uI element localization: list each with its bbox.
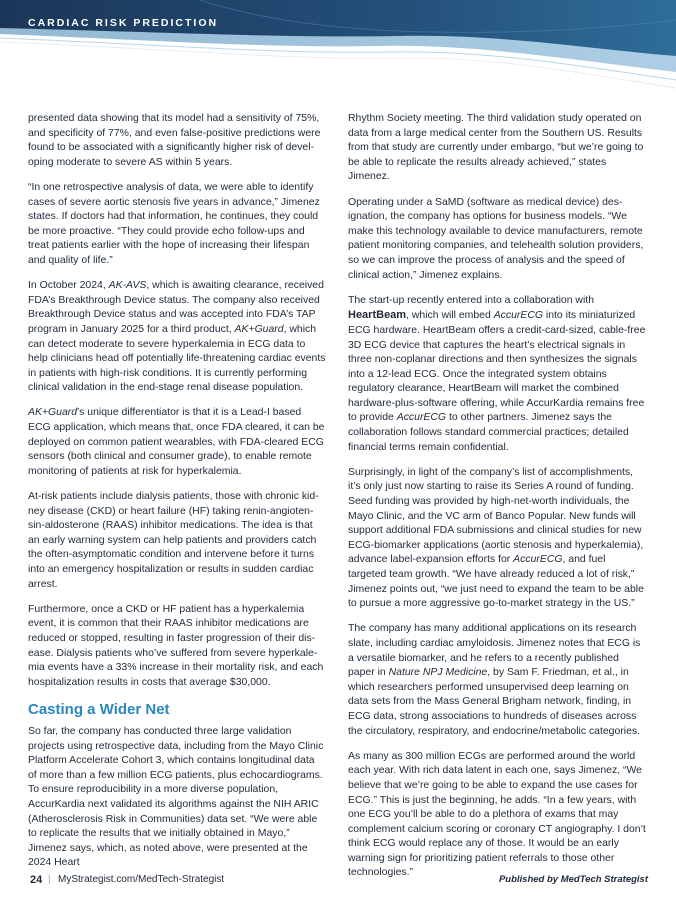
paragraph: In October 2024, AK-AVS, which is awaiting clearance, received FDA’s Breakthrough Device status. The company also received Breakthrough Device status and was accepted into FDA’s TAP program in January 2025 for a third product, AK+Guard, which can detect moderate to severe hyperkalemia in ECG data to help clinicians head off potentially life-threatening cardiac events in patients with high-risk conditions. It is currently performing clinical validation in the end-stage renal disease population. <box>28 280 326 394</box>
section-heading: Casting a Wider Net <box>28 700 170 718</box>
paragraph: The company has many additional applications on its research slate, including cardiac amyloidosis. Jimenez notes that ECG is a versatile biomarker, and he refers to a recently published paper in Nature NPJ Medicine, by Sam F. Friedman, et al., in which researchers performed unsupervised deep learning on data sets from the Mass General Brigham network, finding, in ECG data, strong associations to hundreds of diseases across the circulatory, respiratory, and endocrine/metabolic categories. <box>348 623 641 737</box>
paragraph: Surprisingly, in light of the company’s list of accomplishments, it’s only just now starting to raise its Series A round of funding. Seed funding was provided by high-net-worth individuals, the Mayo Clinic, and the VC arm of Banco Popular. New funds will support additional FDA submissions and clinical studies for new ECG-biomarker applications (aortic stenosis and hyperkalemia), advance label-expansion efforts for AccurECG, and fuel targeted team growth. “We have already reduced a lot of risk,” Jimenez points out, “we just need to expand the team to be able to pursue a more aggressive go-to-market strategy in the US.” <box>348 466 644 610</box>
paragraph: As many as 300 million ECGs are performed around the world each year. With rich data latent in each one, says Jimenez, “We believe that we’re going to be able to expand the use cases for ECG.” This is just the beginning, he adds. “In a few years, with one ECG you’ll be able to do a plethora of exams that may complement calcium scoring or coronary CT angiography. I don’t think ECG would replace any of those. It would be an early warning sign for prioritizing patient referrals to those other technologies.” <box>348 750 646 879</box>
journal-name: Nature NPJ Medicine <box>388 667 488 679</box>
paragraph: Furthermore, once a CKD or HF patient has a hyperkalemia event, it is common that their RAAS inhibitor medications are reduced or stopped, resulting in faster progression of their disease. Dialysis patients who’ve suffered from severe hyperkalemia events have a 33% increase in their mortality risk, and each hospitalization results in costs that average $30,000. <box>28 603 324 688</box>
heartbeam-brand: HeartBeam <box>348 309 407 322</box>
right-column <box>348 112 646 892</box>
product-name: AccurECG <box>396 412 447 424</box>
product-name: AK-AVS <box>108 280 147 292</box>
section-label: CARDIAC RISK PREDICTION <box>28 17 219 29</box>
product-name: AccurECG <box>493 310 543 322</box>
left-column <box>28 112 326 881</box>
paragraph: Operating under a SaMD (software as medical device) designation, the company has options for business models. “We make this technology available to device manufacturers, remote patient monitoring companies, and telehealth solution providers, so we can improve the process of analysis and the speed of clinical action,” Jimenez explains. <box>348 196 644 281</box>
paragraph: presented data showing that its model had a sensitivity of 75%, and specificity of 77%, and even false-positive predictions were found to be associated with a significantly higher risk of developing moderate to severe AS within 5 years. <box>28 113 321 168</box>
page-number: 24 <box>30 874 43 886</box>
footer-site-link[interactable]: MyStrategist.com/MedTech-Strategist <box>58 874 225 885</box>
paragraph: So far, the company has conducted three large validation projects using retrospective data, including from the Mayo Clinic Platform Accelerate Cohort 3, which contains longitudinal data of more than a few million ECG patients, plus echocardiograms. To ensure reproducibility in a more diverse population, AccurKardia next validated its algorithms against the NIH ARIC (Atherosclerosis Risk in Communities) data set. “We were able to replicate the results that we initially obtained in Mayo,” Jimenez says, which, as noted above, were presented at the 2024 Heart <box>28 725 324 869</box>
footer-separator: | <box>48 874 51 885</box>
product-name: AccurECG <box>513 554 563 566</box>
page-footer <box>0 874 676 888</box>
paragraph: The start-up recently entered into a collaboration with HeartBeam, which will embed AccurECG into its miniaturized ECG hardware. HeartBeam offers a credit-card-sized, cable-free 3D ECG device that captures the heart’s electrical signals in three non-coplanar directions and then synthesizes the signals into a 12-lead ECG. Once the integrated system obtains regulatory clearance, HeartBeam will market the combined hardware-plus-software offering, while AccurKardia remains free to provide AccurECG to other partners. Jimenez says the collaboration follows standard commercial practices; detailed financial terms remain confidential. <box>348 294 646 453</box>
product-name: AK+Guard <box>234 323 284 335</box>
paragraph: AK+Guard’s unique differentiator is that it is a Lead-I based ECG application, which means that, once FDA cleared, it can be deployed on common patient wearables, with FDA-cleared ECG sensors (both clinical and consumer grade), to enable remote monitoring of patients at risk for hyperkalemia. <box>28 407 325 477</box>
wave-banner-graphic <box>0 0 676 92</box>
page-header-banner <box>0 0 676 92</box>
publisher-credit: Published by MedTech Strategist <box>498 874 648 885</box>
paragraph: “In one retrospective analysis of data, we were able to identify cases of severe aortic stenosis five years in advance,” Jimenez states. If doctors had that information, he continues, they could be more proactive. “They could provide echo follow-ups and treat patients earlier with the hope of increasing their lifespan and quality of life.” <box>28 181 320 266</box>
paragraph: Rhythm Society meeting. The third validation study operated on data from a large medical center from the Southern US. Results from that study are currently under embargo, “but we’re going to be able to replicate the results already achieved,” states Jimenez. <box>348 113 644 183</box>
paragraph: At-risk patients include dialysis patients, those with chronic kidney disease (CKD) or heart failure (HF) taking renin-angiotensin-aldosterone (RAAS) inhibitor medications. The idea is that an early warning system can help patients and providers catch the often-asymptomatic condition and intervene before it turns into an emergency hospitalization or results in sudden cardiac arrest. <box>28 491 319 590</box>
product-name: AK+Guard <box>28 407 78 419</box>
